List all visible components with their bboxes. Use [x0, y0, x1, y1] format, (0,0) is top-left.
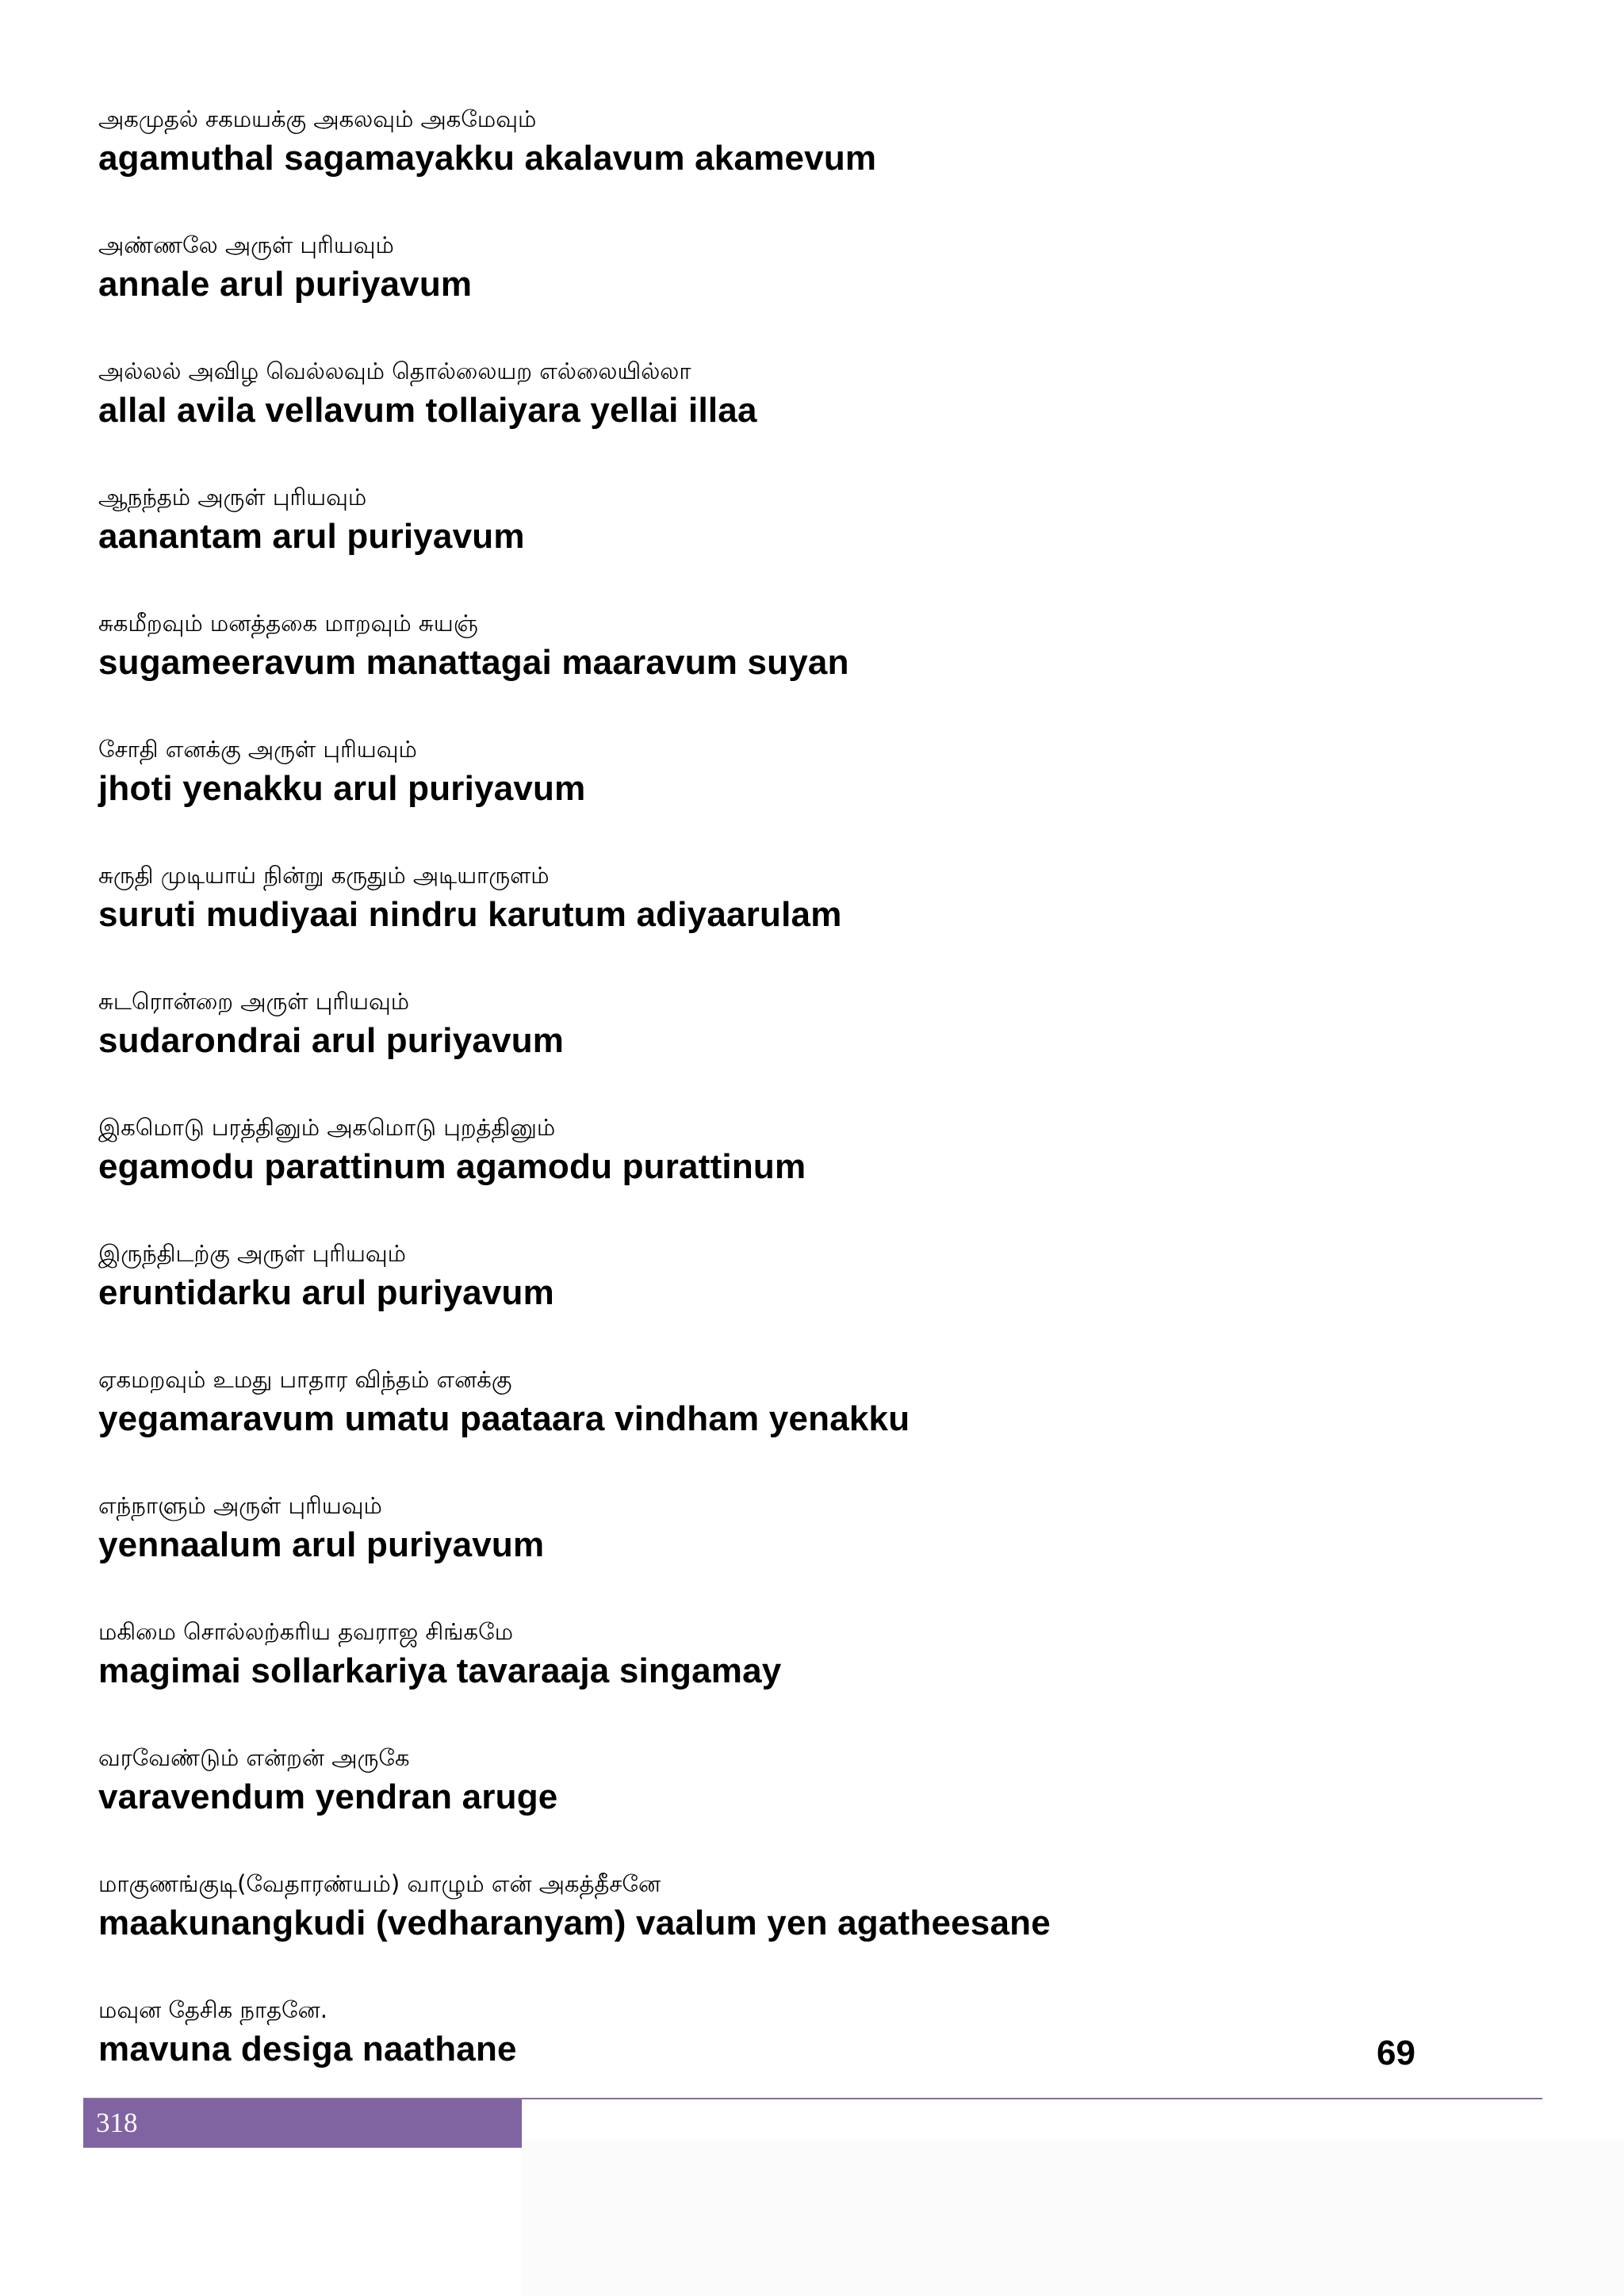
- tamil-line: சுருதி முடியாய் நின்று கருதும் அடியாருளம்: [98, 862, 550, 889]
- verse-line: [98, 1364, 1446, 1467]
- transliteration-line: eruntidarku arul puriyavum: [98, 1273, 554, 1312]
- tamil-line: அகமுதல் சகமயக்கு அகலவும் அகமேவும்: [98, 105, 537, 132]
- transliteration-line: annale arul puriyavum: [98, 265, 473, 304]
- transliteration-line: allal avila vellavum tollaiyara yellai illaa: [98, 391, 757, 430]
- transliteration-line: sugameeravum manattagai maaravum suyan: [98, 643, 849, 682]
- tamil-line: மாகுணங்குடி(வேதாரண்யம்) வாழும் என் அகத்தீசனே: [98, 1870, 661, 1897]
- verse-line: [98, 607, 1446, 710]
- verse-line: [98, 1616, 1446, 1719]
- transliteration-line: jhoti yenakku arul puriyavum: [98, 769, 586, 808]
- tamil-line: வரவேண்டும் என்றன் அருகே: [98, 1744, 410, 1771]
- transliteration-line: agamuthal sagamayakku akalavum akamevum: [98, 139, 877, 178]
- transliteration-line: mavuna desiga naathane: [98, 2030, 517, 2068]
- verse-line: [98, 1238, 1446, 1341]
- verse-line: [98, 985, 1446, 1089]
- transliteration-line: yegamaravum umatu paataara vindham yenakku: [98, 1399, 910, 1438]
- tamil-line: ஆநந்தம் அருள் புரியவும்: [98, 484, 367, 511]
- tamil-line: இருந்திடற்கு அருள் புரியவும்: [98, 1240, 406, 1267]
- tamil-line: எந்நாளும் அருள் புரியவும்: [98, 1492, 382, 1519]
- transliteration-line: magimai sollarkariya tavaraaja singamay: [98, 1651, 782, 1690]
- tamil-line: மவுன தேசிக நாதனே.: [98, 1996, 327, 2023]
- verse-line: [98, 103, 1446, 206]
- verse-line: [98, 1742, 1446, 1845]
- tamil-line: மகிமை சொல்லற்கரிய தவராஜ சிங்கமே: [98, 1618, 514, 1645]
- tamil-line: அண்ணலே அருள் புரியவும்: [98, 232, 394, 258]
- verse-line: [98, 1868, 1446, 1971]
- verse-line: [98, 1994, 1446, 2097]
- verse-line: [98, 859, 1446, 962]
- transliteration-line: varavendum yendran aruge: [98, 1777, 558, 1816]
- verse-line: [98, 355, 1446, 458]
- transliteration-line: suruti mudiyaai nindru karutum adiyaarulam: [98, 895, 842, 934]
- verse-line: [98, 1112, 1446, 1215]
- page-number-tab: [83, 2099, 522, 2148]
- tamil-line: இகமொடு பரத்தினும் அகமொடு புறத்தினும்: [98, 1114, 556, 1141]
- verse-line: [98, 481, 1446, 584]
- transliteration-line: maakunangkudi (vedharanyam) vaalum yen agatheesane: [98, 1904, 1051, 1942]
- tamil-line: ஏகமறவும் உமது பாதார விந்தம் எனக்கு: [98, 1366, 512, 1393]
- verse-number: 69: [1377, 2034, 1415, 2072]
- page-number: 318: [96, 2107, 138, 2138]
- verse-line: [98, 229, 1446, 332]
- tamil-line: சோதி எனக்கு அருள் புரியவும்: [98, 736, 417, 763]
- page-background-shade: [522, 2141, 1624, 2296]
- tamil-line: சுடரொன்றை அருள் புரியவும்: [98, 988, 410, 1015]
- transliteration-line: egamodu parattinum agamodu purattinum: [98, 1147, 806, 1186]
- transliteration-line: aanantam arul puriyavum: [98, 517, 525, 556]
- transliteration-line: yennaalum arul puriyavum: [98, 1525, 545, 1564]
- verse-line: [98, 1490, 1446, 1593]
- transliteration-line: sudarondrai arul puriyavum: [98, 1021, 565, 1060]
- verse-line: [98, 733, 1446, 836]
- tamil-line: அல்லல் அவிழ வெல்லவும் தொல்லையற எல்லையில்லா: [98, 358, 691, 385]
- tamil-line: சுகமீறவும் மனத்தகை மாறவும் சுயஞ்: [98, 610, 478, 637]
